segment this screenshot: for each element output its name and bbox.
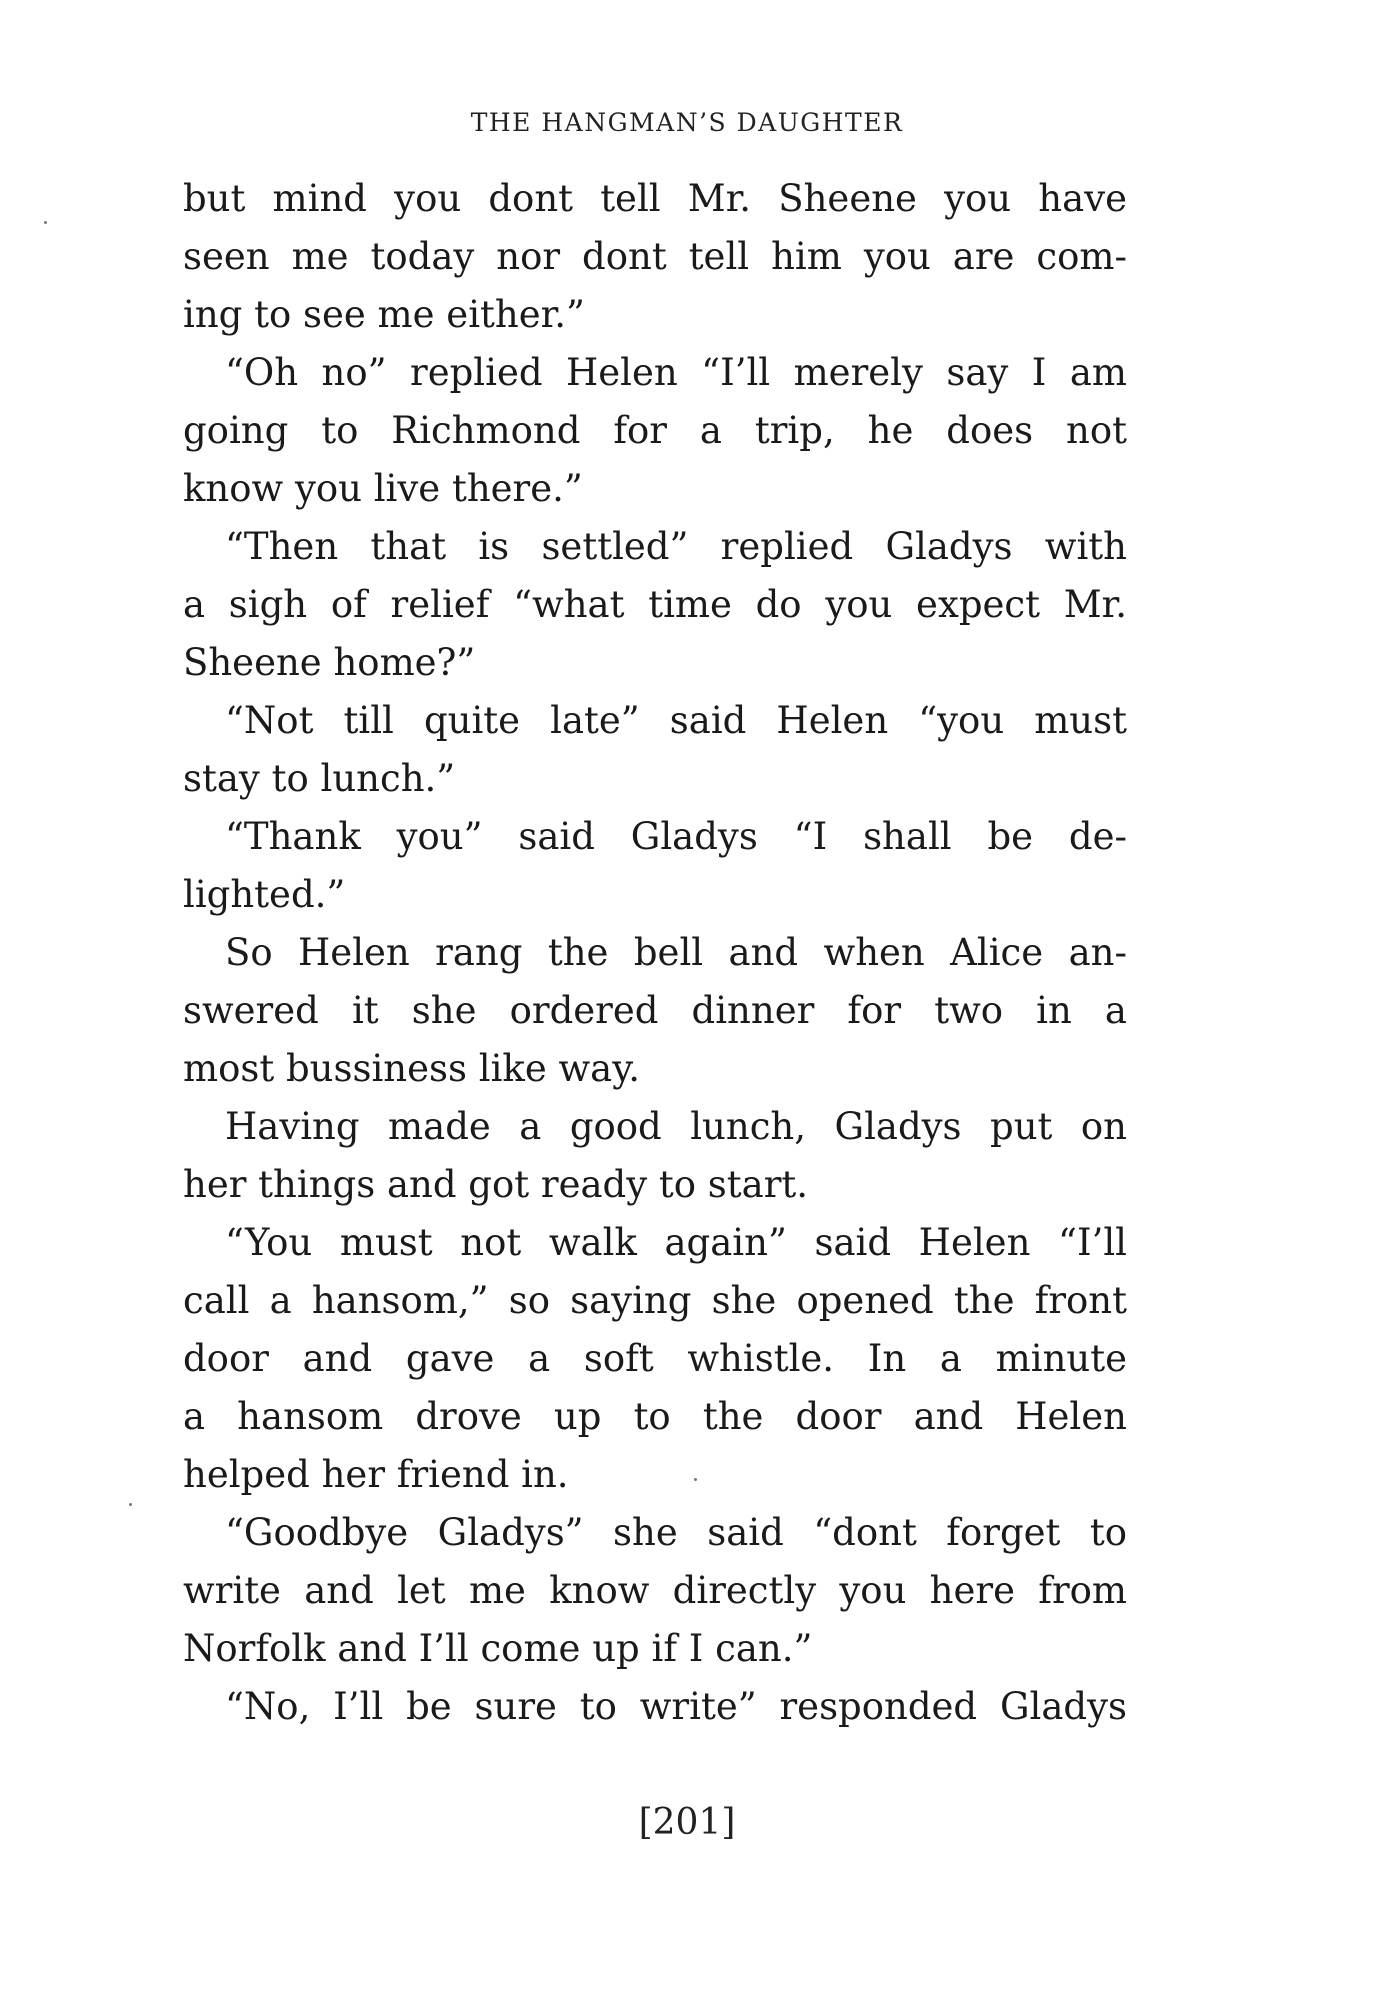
text-line: door and gave a soft whistle. In a minute <box>183 1337 1127 1380</box>
text-line: know you live there.” <box>183 467 583 510</box>
text-line: So Helen rang the bell and when Alice an- <box>225 931 1127 974</box>
text-line: “You must not walk again” said Helen “I’ll <box>225 1221 1127 1264</box>
scan-speck <box>129 1503 132 1506</box>
running-head: THE HANGMAN’S DAUGHTER <box>470 108 904 137</box>
text-line: Sheene home?” <box>183 641 476 684</box>
text-line: “No, I’ll be sure to write” responded Gladys <box>225 1685 1127 1728</box>
text-line: Having made a good lunch, Gladys put on <box>225 1105 1127 1148</box>
scan-speck <box>44 221 47 224</box>
text-line: “Not till quite late” said Helen “you must <box>225 699 1127 742</box>
text-line: Norfolk and I’ll come up if I can.” <box>183 1627 813 1670</box>
text-line: “Oh no” replied Helen “I’ll merely say I am <box>225 351 1127 394</box>
text-line: “Thank you” said Gladys “I shall be de- <box>225 815 1127 858</box>
text-line: helped her friend in. <box>183 1453 569 1496</box>
text-line: ing to see me either.” <box>183 293 585 336</box>
text-line: lighted.” <box>183 873 346 916</box>
text-line: a sigh of relief “what time do you expect Mr. <box>183 583 1127 626</box>
text-line: but mind you dont tell Mr. Sheene you have <box>183 177 1127 220</box>
body-text <box>183 170 1127 1736</box>
text-line: swered it she ordered dinner for two in a <box>183 989 1127 1032</box>
text-line: most bussiness like way. <box>183 1047 640 1090</box>
text-line: write and let me know directly you here from <box>183 1569 1127 1612</box>
text-line: “Then that is settled” replied Gladys with <box>225 525 1127 568</box>
text-line: her things and got ready to start. <box>183 1163 809 1206</box>
text-line: stay to lunch.” <box>183 757 456 800</box>
text-line: a hansom drove up to the door and Helen <box>183 1395 1127 1438</box>
text-line: call a hansom,” so saying she opened the front <box>183 1279 1127 1322</box>
scan-speck <box>694 1478 697 1481</box>
text-line: going to Richmond for a trip, he does not <box>183 409 1127 452</box>
page-number: [201] <box>638 1802 736 1843</box>
text-line: “Goodbye Gladys” she said “dont forget to <box>225 1511 1127 1554</box>
text-line: seen me today nor dont tell him you are com- <box>183 235 1127 278</box>
